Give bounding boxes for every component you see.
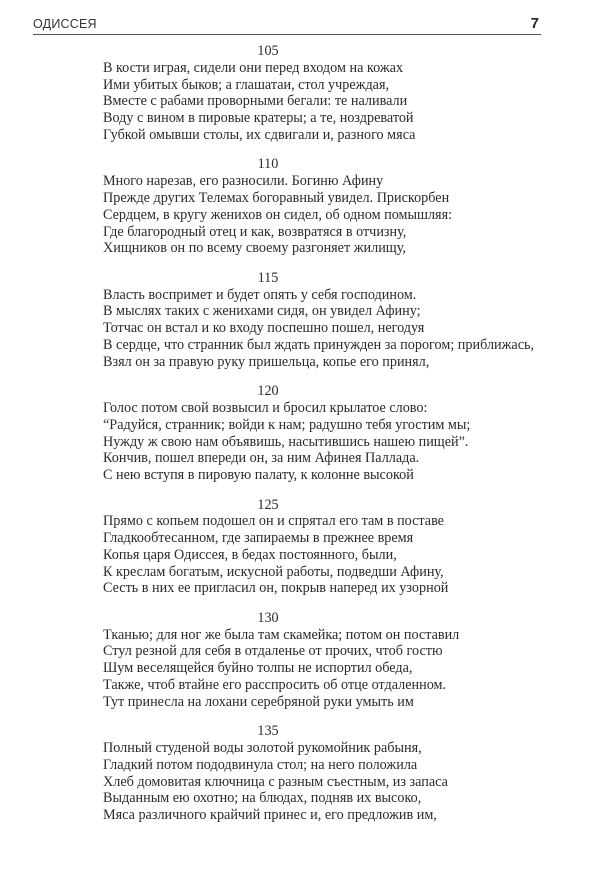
verse-line: Кончив, пошел впереди он, за ним Афинея Паллада. <box>103 450 420 467</box>
verse-line: Прежде других Телемах богоравный увидел. Прискорбен <box>103 189 450 206</box>
page-number: 7 <box>530 15 539 32</box>
verse-line: Вместе с рабами проворными бегали: те наливали <box>103 93 408 110</box>
verse-line: Воду с вином в пировые кратеры; а те, ноздреватой <box>103 110 414 127</box>
stanza <box>103 610 543 711</box>
verse-line: Тканью; для ног же была там скамейка; потом он поставил <box>103 626 460 643</box>
line-number: 115 <box>257 269 279 286</box>
verse-line: К креслам богатым, искусной работы, подведши Афину, <box>103 563 444 580</box>
verse-line: Власть воспримет и будет опять у себя господином. <box>103 286 417 303</box>
poem-body <box>103 43 543 837</box>
line-number: 110 <box>257 156 279 173</box>
stanza <box>103 43 543 144</box>
stanza <box>103 383 543 484</box>
line-number: 105 <box>257 43 279 59</box>
verse-line: Голос потом свой возвысил и бросил крылатое слово: <box>103 399 428 416</box>
verse-line: Нужду ж свою нам объявишь, насытившись нашею пищей”. <box>103 433 469 450</box>
verse-line: Хлеб домовитая ключница с разным съестным, из запаса <box>103 773 448 790</box>
verse-line: Где благородный отец и как, возвратяся в отчизну, <box>103 223 407 240</box>
verse-line: Стул резной для себя в отдаленье от прочих, чтоб гостю <box>103 643 443 660</box>
verse-line: “Радуйся, странник; войди к нам; радушно тебя угостим мы; <box>103 416 471 433</box>
running-title: ОДИССЕЯ <box>33 17 97 31</box>
verse-line: Тут принесла на лохани серебряной руки умыть им <box>103 693 414 710</box>
verse-line: Взял он за правую руку пришельца, копье его принял, <box>103 353 430 370</box>
stanza <box>103 270 543 371</box>
verse-line: Мяса различного крайчий принес и, его предложив им, <box>103 807 437 824</box>
verse-line: Прямо с копьем подошел он и спрятал его там в поставе <box>103 513 444 530</box>
verse-line: В сердце, что странник был ждать принужден за порогом; приближась, <box>103 336 535 353</box>
line-number: 125 <box>257 496 279 513</box>
verse-line: Губкой омывши столы, их сдвигали и, разного мяса <box>103 126 416 143</box>
verse-line: Также, чтоб втайне его расспросить об отце отдаленном. <box>103 677 447 694</box>
verse-line: Гладкий потом пододвинула стол; на него положила <box>103 756 418 773</box>
verse-line: Гладкообтесанном, где запираемы в прежнее время <box>103 530 414 547</box>
page-header <box>33 16 541 35</box>
line-number: 135 <box>257 723 279 740</box>
verse-line: Полный студеной воды золотой рукомойник рабыня, <box>103 740 422 757</box>
verse-line: Тотчас он встал и ко входу поспешно пошел, негодуя <box>103 320 425 337</box>
verse-line: В кости играя, сидели они перед входом на кожах <box>103 59 404 76</box>
verse-line: Выданным ею охотно; на блюдах, подняв их высоко, <box>103 790 422 807</box>
verse-line: Хищников он по всему своему разгоняет жилищу, <box>103 240 406 257</box>
line-number: 130 <box>257 609 279 626</box>
verse-line: С нею вступя в пировую палату, к колонне высокой <box>103 467 414 484</box>
stanza <box>103 723 543 824</box>
verse-line: В мыслях таких с женихами сидя, он увидел Афину; <box>103 303 421 320</box>
stanza <box>103 156 543 257</box>
verse-line: Шум веселящейся буйно толпы не испортил обеда, <box>103 660 413 677</box>
verse-line: Много нарезав, его разносили. Богиню Афину <box>103 173 384 190</box>
verse-line: Ими убитых быков; а глашатаи, стол учреждая, <box>103 76 390 93</box>
line-number: 120 <box>257 383 279 400</box>
verse-line: Сесть в них ее пригласил он, покрыв наперед их узорной <box>103 580 449 597</box>
stanza <box>103 497 543 598</box>
verse-line: Копья царя Одиссея, в бедах постоянного, были, <box>103 546 397 563</box>
verse-line: Сердцем, в кругу женихов он сидел, об одном помышляя: <box>103 206 453 223</box>
